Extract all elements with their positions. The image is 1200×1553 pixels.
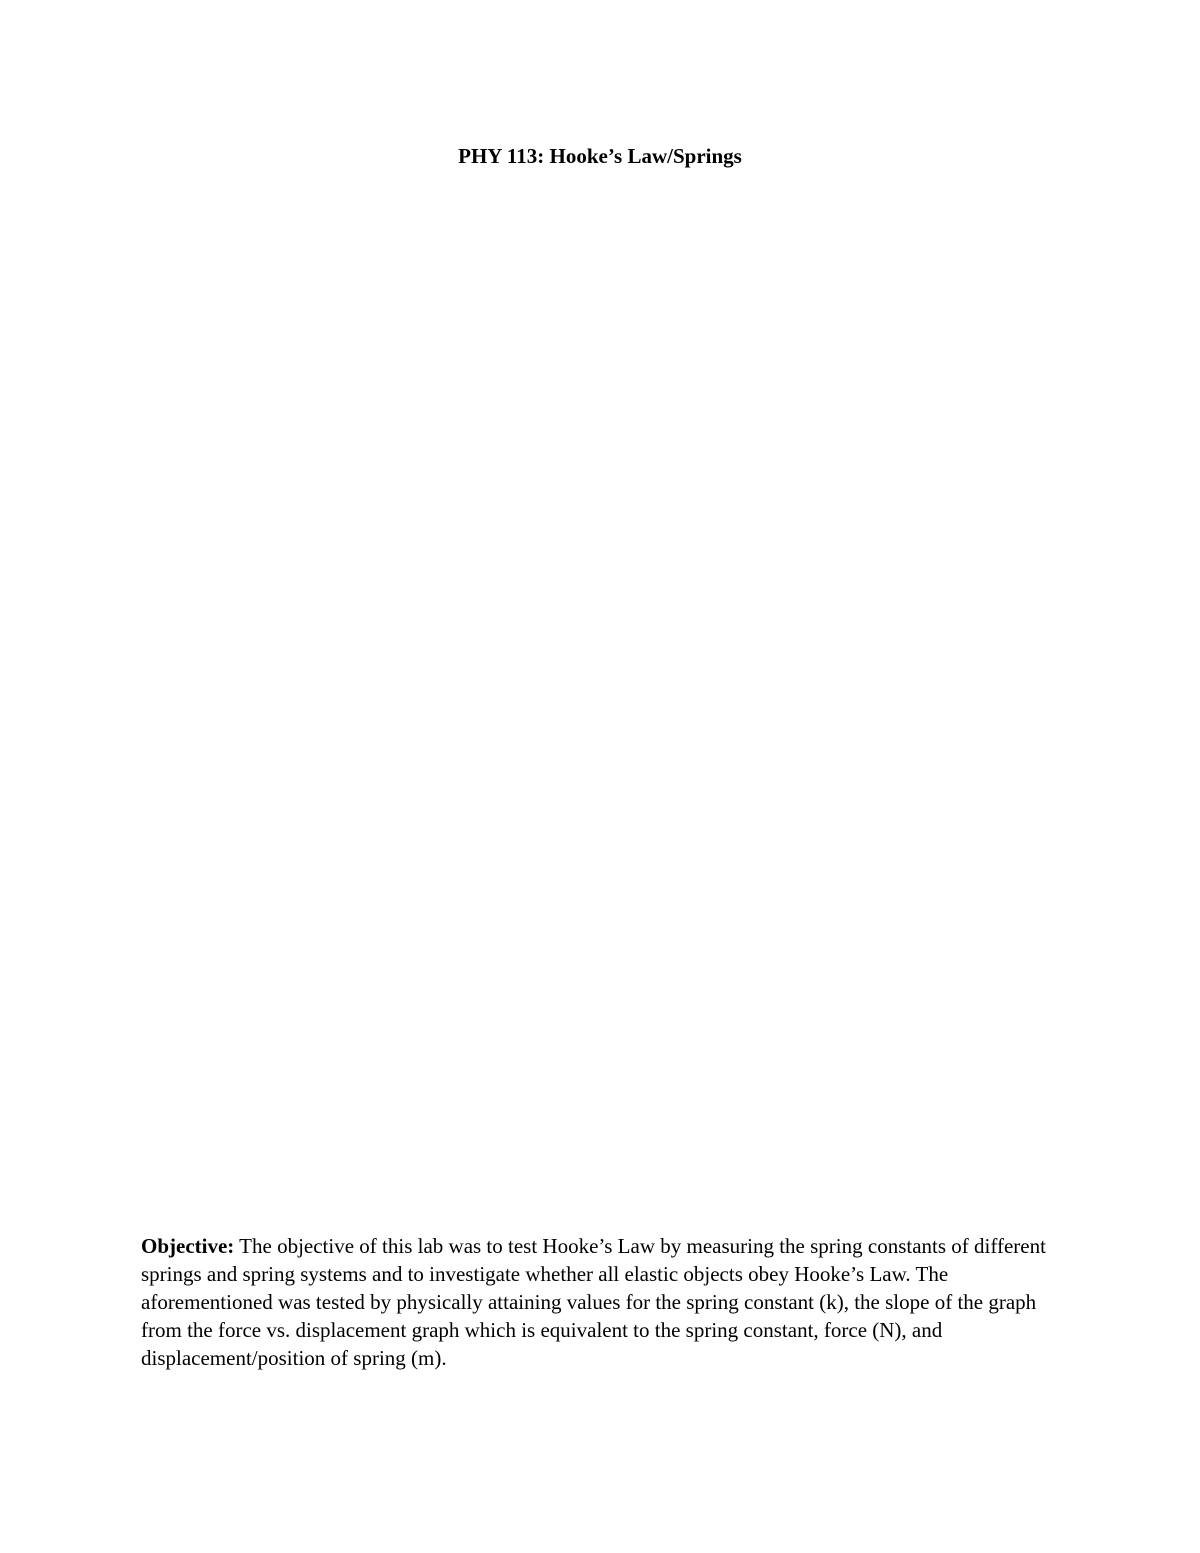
objective-label: Objective: (141, 1234, 235, 1258)
objective-text: The objective of this lab was to test Hooke’s Law by measuring the spring constants of different springs and spring systems and to investigate whether all elastic objects obey Hooke’s Law. The aforementioned was tested by physically attaining values for the spring constant (k), the slope of the graph from the force vs. displacement graph which is equivalent to the spring constant, force (N), and displacement/position of spring (m). (141, 1234, 1046, 1370)
objective-paragraph (141, 1232, 1061, 1372)
document-title: PHY 113: Hooke’s Law/Springs (458, 144, 742, 168)
